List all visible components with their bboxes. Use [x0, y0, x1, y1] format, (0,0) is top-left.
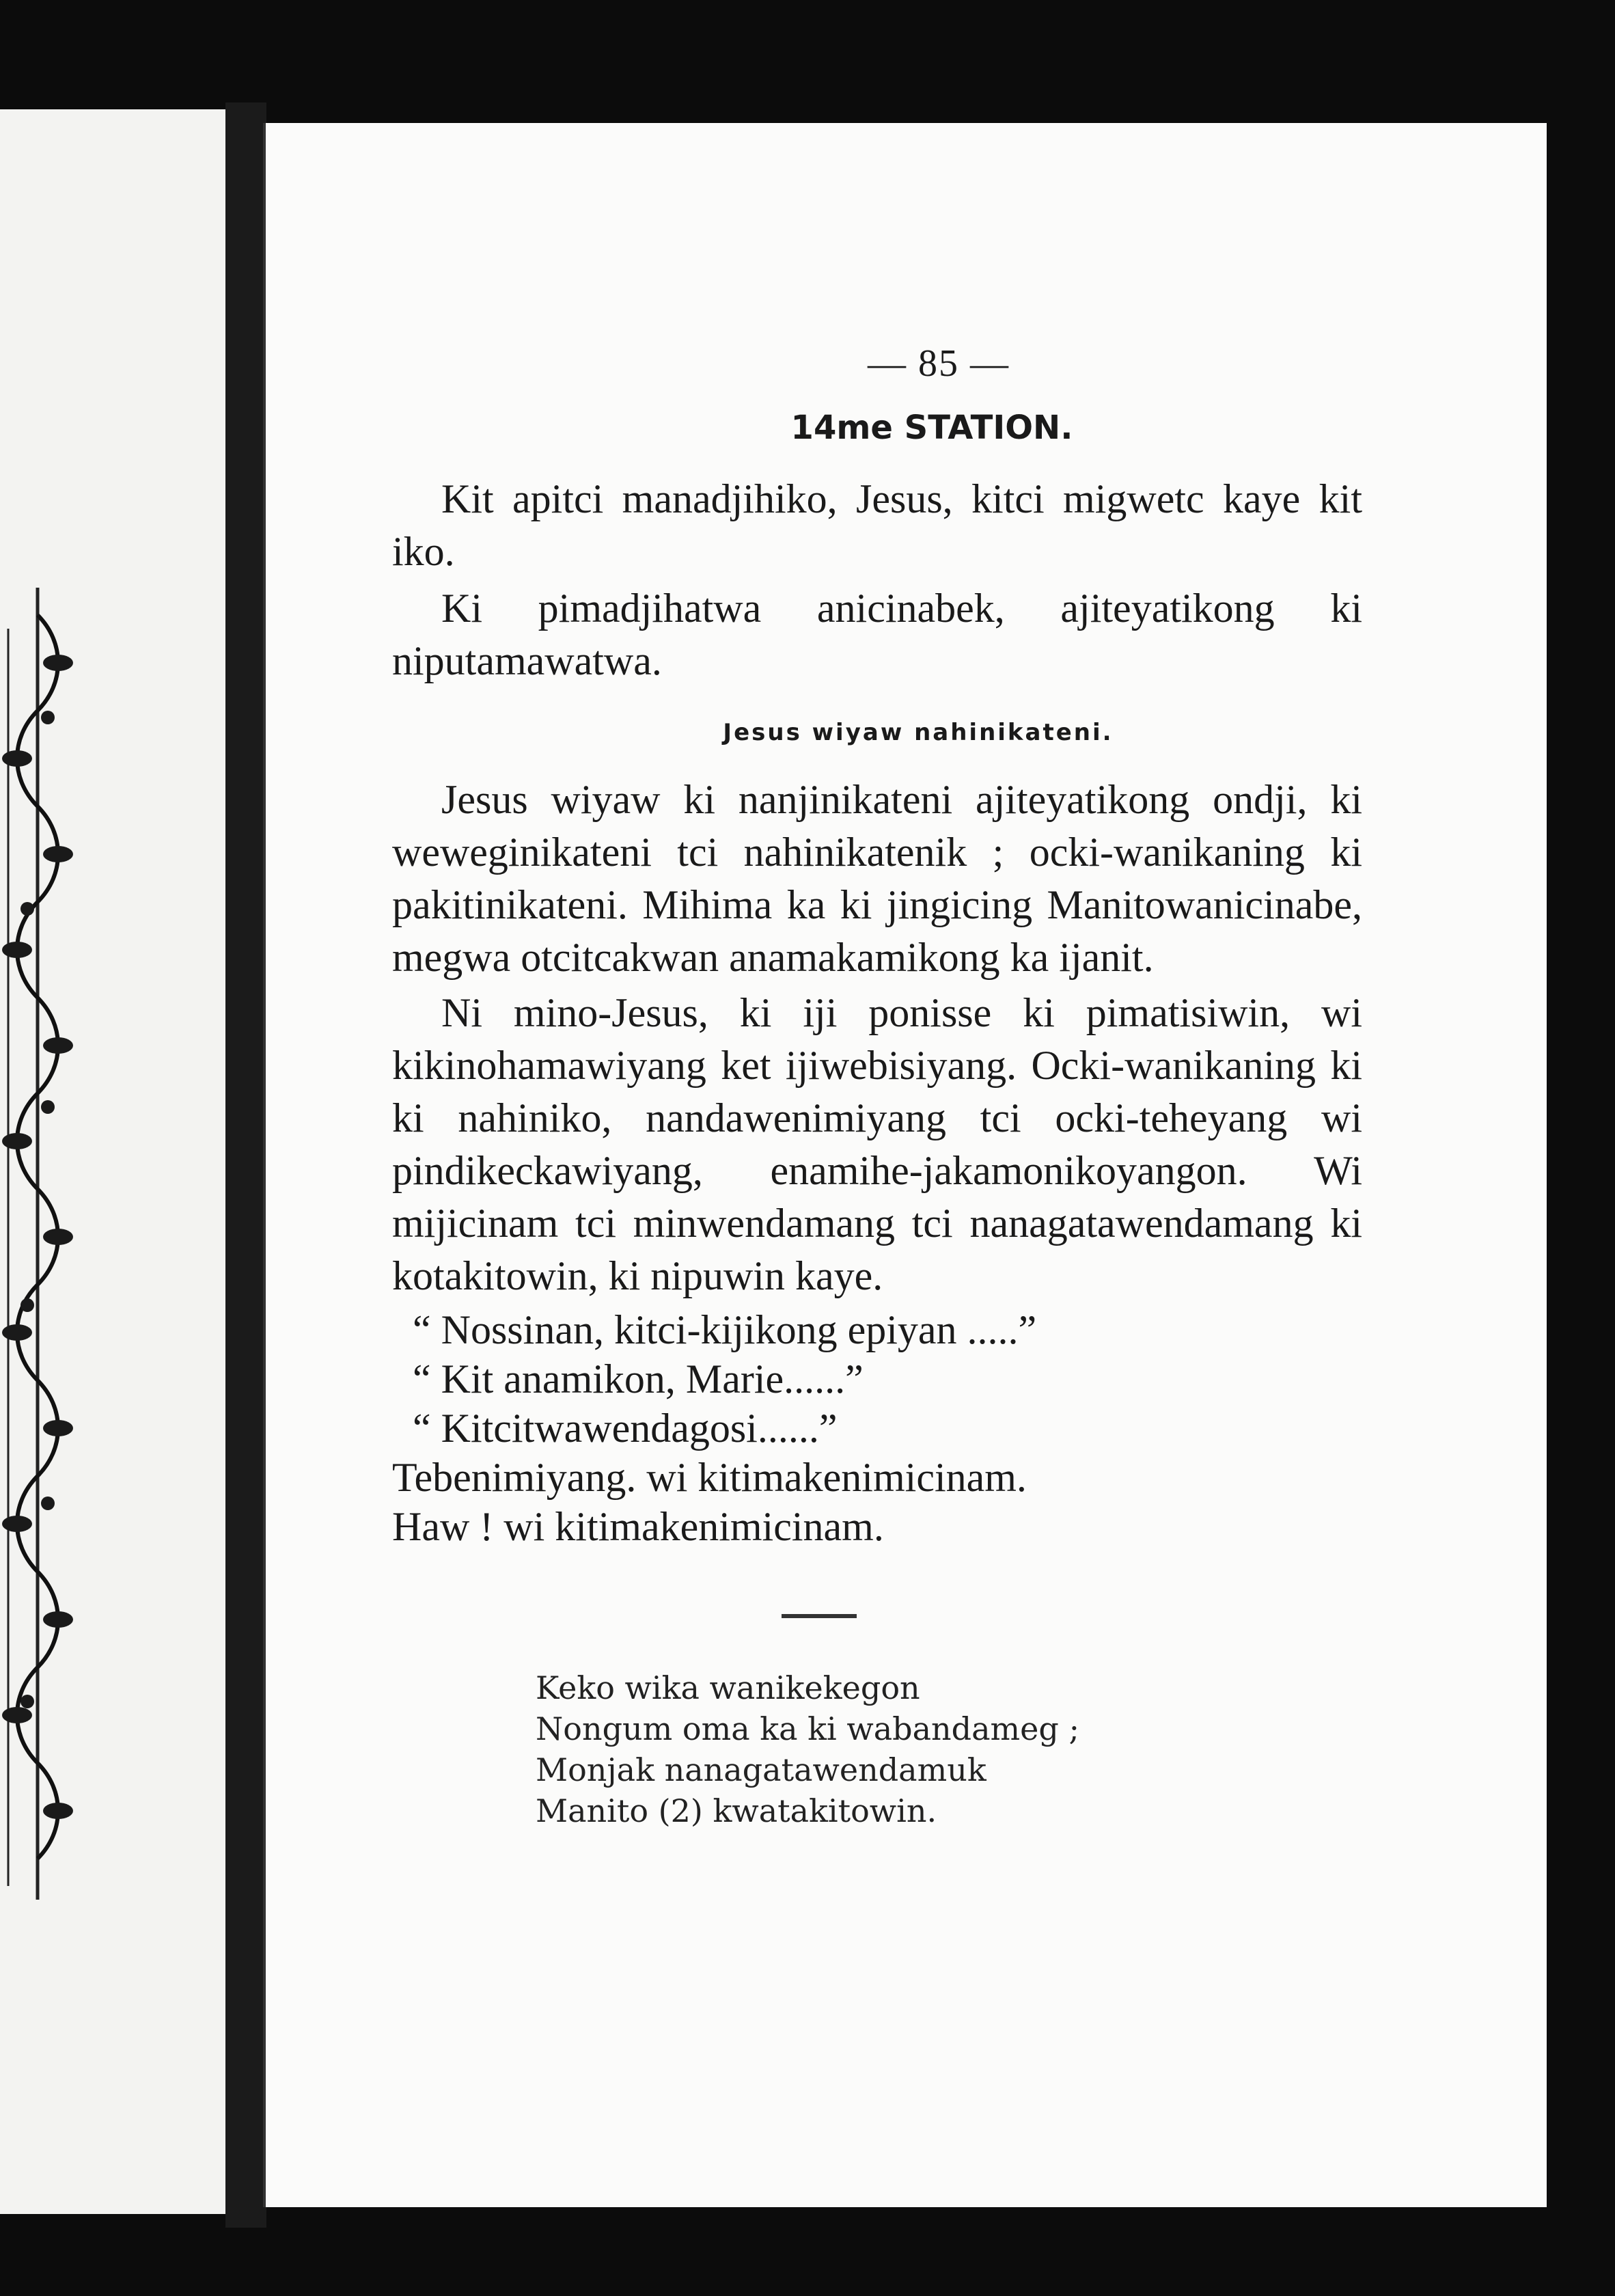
- divider-rule: [782, 1614, 857, 1618]
- page-number: — 85 —: [868, 342, 1010, 385]
- vine-border-ornament: [0, 588, 79, 1900]
- page-content: [392, 342, 1362, 1831]
- paragraph-2: Ni mino-Jesus, ki iji ponisse ki pimatisiwin, wi kikinohamawiyang ket ijiwebisiyang. Ocki-wanikaning ki ki nahiniko, nandawenimiyang tci ocki-teheyang wi pindikeckawiyang, enamihe-jakamonikoyangon. Wi mijicinam tci minwendamang tci nanagatawendamang ki kotakitowin, ki nipuwin kaye.: [392, 990, 1362, 1298]
- quote-line: “ Kit anamikon, Marie......”: [413, 1356, 864, 1402]
- closing-line: Haw ! wi kitimakenimicinam.: [392, 1504, 884, 1549]
- quote-line: “ Nossinan, kitci-kijikong epiyan .....”: [413, 1307, 1037, 1352]
- station-title: 14me STATION.: [790, 409, 1073, 447]
- verse-2: Ki pimadjihatwa anicinabek, ajiteyatikong ki niputamawatwa.: [392, 586, 1362, 683]
- book-gutter: [225, 102, 266, 2228]
- verse-1: Kit apitci manadjihiko, Jesus, kitci migwetc kaye kit iko.: [392, 476, 1362, 574]
- closing-line: Tebenimiyang. wi kitimakenimicinam.: [392, 1455, 1027, 1500]
- paragraph-1: Jesus wiyaw ki nanjinikateni ajiteyatikong ondji, ki weweginikateni tci nahinikatenik ; ocki-wanikaning ki pakitinikateni. Mihima ka ki jingicing Manitowanicinabe, megwa otcitcakwan anamakamikong ka ijanit.: [392, 777, 1362, 980]
- section-heading: Jesus wiyaw nahinikateni.: [723, 719, 1114, 746]
- quote-line: “ Kitcitwawendagosi......”: [413, 1406, 838, 1451]
- right-page: [263, 123, 1547, 2207]
- hymn-line: Keko wika wanikekegon: [536, 1669, 920, 1706]
- hymn-line: Manito (2) kwatakitowin.: [536, 1792, 937, 1829]
- hymn-line: Nongum oma ka ki wabandameg ;: [536, 1710, 1079, 1747]
- hymn-line: Monjak nanagatawendamuk: [536, 1751, 986, 1788]
- hymn-stanza: [392, 1667, 1362, 1831]
- left-page: [0, 109, 230, 2214]
- prayer-quotes: [392, 1305, 1362, 1453]
